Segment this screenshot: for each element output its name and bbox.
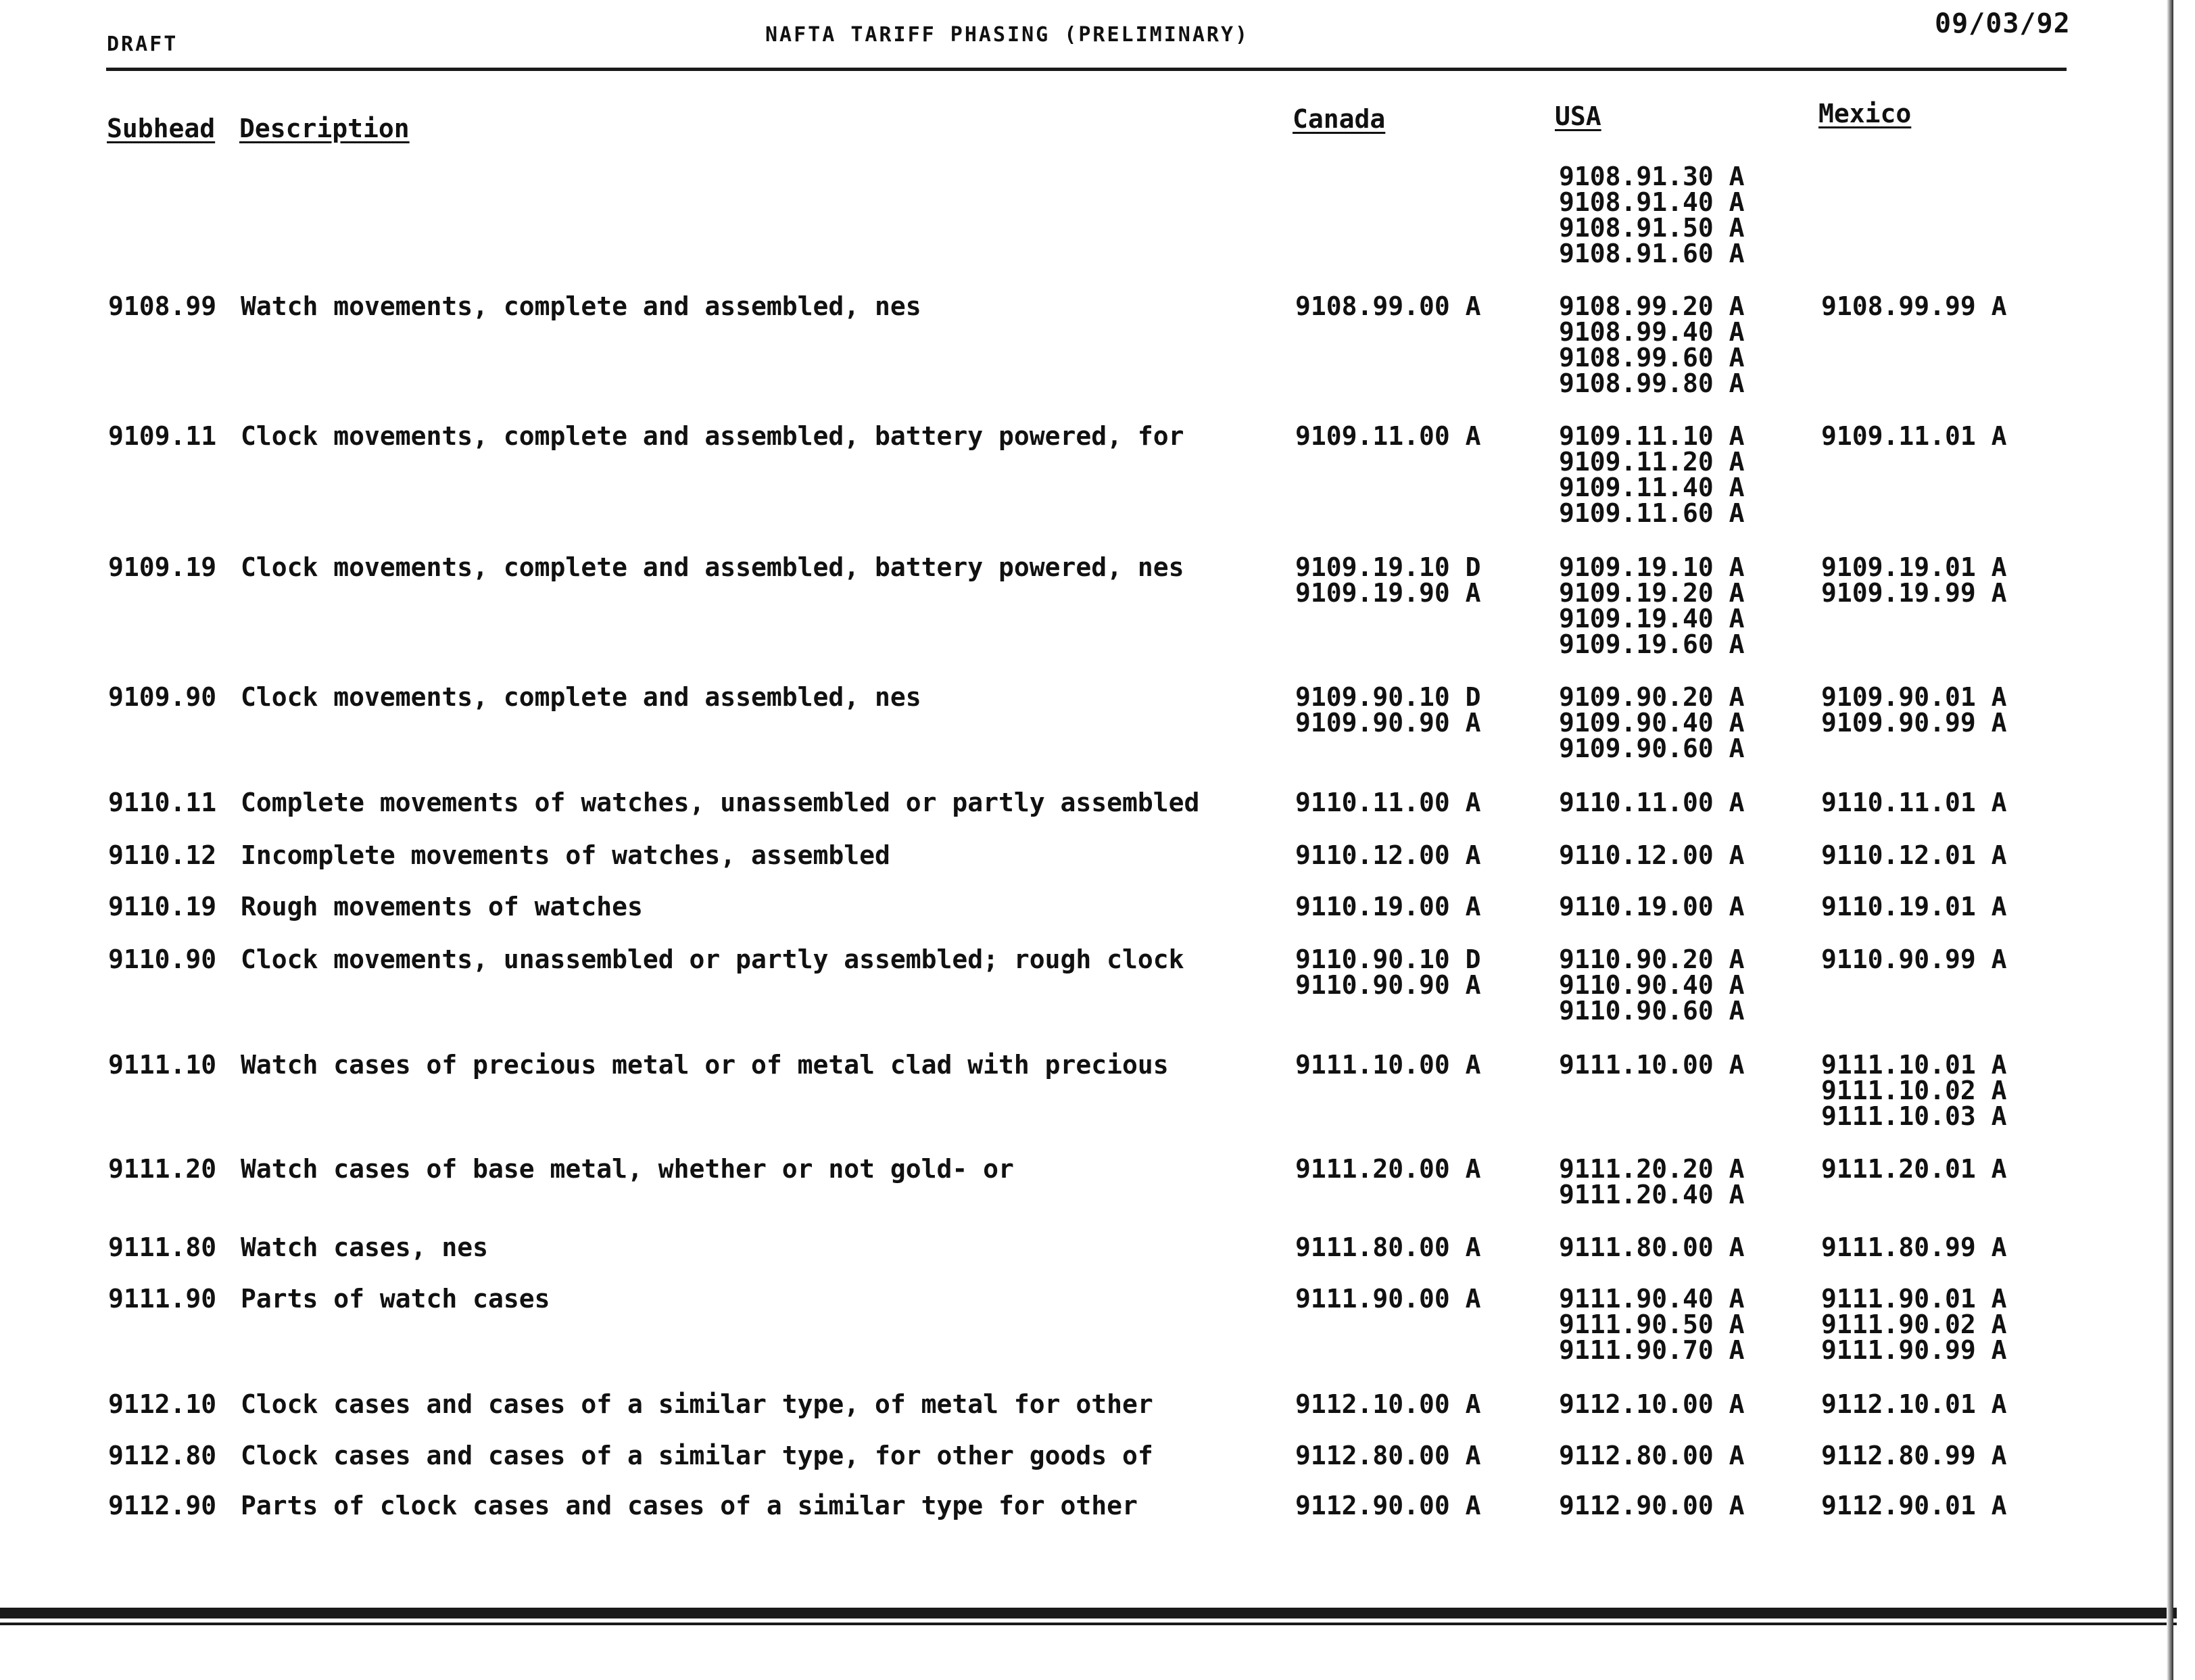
canada-codes-cell <box>1295 423 1481 449</box>
subhead-cell: 9112.90 <box>108 1491 217 1520</box>
description-cell: Parts of watch cases <box>241 1284 550 1314</box>
document-title: NAFTA TARIFF PHASING (PRELIMINARY) <box>765 23 1250 47</box>
mexico-tariff-code: 9111.10.03 A <box>1821 1101 2007 1131</box>
usa-tariff-code: 9111.20.40 A <box>1559 1180 1745 1209</box>
canada-tariff-code: 9111.10.00 A <box>1295 1050 1481 1080</box>
mexico-tariff-code: 9109.19.01 A <box>1821 552 2007 582</box>
usa-tariff-code: 9108.99.20 A <box>1559 291 1745 321</box>
subhead-cell: 9109.90 <box>108 682 217 712</box>
description-cell: Complete movements of watches, unassembled or partly assembled <box>241 788 1200 817</box>
page-edge-shadow <box>2167 0 2173 1680</box>
canada-codes-cell <box>1295 946 1481 998</box>
canada-codes-cell <box>1295 1391 1481 1417</box>
canada-tariff-code: 9109.19.10 D <box>1295 552 1481 582</box>
usa-codes-cell <box>1559 1286 1745 1363</box>
mexico-tariff-code: 9110.11.01 A <box>1821 788 2007 817</box>
mexico-codes-cell <box>1821 790 2007 815</box>
canada-codes-cell <box>1295 684 1481 736</box>
subhead-cell: 9110.19 <box>108 892 217 921</box>
usa-tariff-code: 9111.90.40 A <box>1559 1284 1745 1314</box>
canada-codes-cell <box>1295 842 1481 868</box>
mexico-tariff-code: 9109.90.01 A <box>1821 682 2007 712</box>
description-cell: Clock cases and cases of a similar type, for other goods of <box>241 1441 1153 1470</box>
canada-tariff-code: 9109.11.00 A <box>1295 421 1481 451</box>
usa-tariff-code: 9111.20.20 A <box>1559 1154 1745 1184</box>
usa-codes-cell <box>1559 554 1745 657</box>
usa-tariff-code: 9112.10.00 A <box>1559 1389 1745 1419</box>
usa-codes-cell <box>1559 1234 1745 1260</box>
usa-tariff-code: 9109.11.60 A <box>1559 498 1745 528</box>
usa-tariff-code: 9109.19.20 A <box>1559 578 1745 608</box>
usa-codes-cell <box>1559 946 1745 1024</box>
canada-codes-cell <box>1295 293 1481 319</box>
canada-tariff-code: 9110.12.00 A <box>1295 840 1481 870</box>
description-cell: Incomplete movements of watches, assembled <box>241 840 890 870</box>
canada-tariff-code: 9111.20.00 A <box>1295 1154 1481 1184</box>
mexico-tariff-code: 9109.19.99 A <box>1821 578 2007 608</box>
mexico-tariff-code: 9112.90.01 A <box>1821 1491 2007 1520</box>
mexico-codes-cell <box>1821 293 2007 319</box>
usa-tariff-code: 9111.80.00 A <box>1559 1232 1745 1262</box>
usa-codes-cell <box>1559 1052 1745 1078</box>
canada-codes-cell <box>1295 1493 1481 1518</box>
usa-tariff-code: 9109.90.40 A <box>1559 708 1745 738</box>
mexico-codes-cell <box>1821 554 2007 606</box>
mexico-tariff-code: 9108.99.99 A <box>1821 291 2007 321</box>
column-header-mexico: Mexico <box>1818 99 1912 128</box>
usa-tariff-code: 9109.19.40 A <box>1559 604 1745 633</box>
description-cell: Clock movements, complete and assembled, battery powered, for <box>241 421 1184 451</box>
description-cell: Clock cases and cases of a similar type, of metal for other <box>241 1389 1153 1419</box>
usa-tariff-code: 9108.99.60 A <box>1559 343 1745 373</box>
mexico-tariff-code: 9111.20.01 A <box>1821 1154 2007 1184</box>
subhead-cell: 9111.90 <box>108 1284 217 1314</box>
subhead-cell: 9111.20 <box>108 1154 217 1184</box>
mexico-tariff-code: 9112.80.99 A <box>1821 1441 2007 1470</box>
usa-tariff-code: 9108.91.50 A <box>1559 213 1745 243</box>
usa-tariff-code: 9108.91.30 A <box>1559 162 1745 191</box>
canada-codes-cell <box>1295 1286 1481 1312</box>
description-cell: Clock movements, complete and assembled, nes <box>241 682 921 712</box>
description-cell: Clock movements, complete and assembled, battery powered, nes <box>241 552 1184 582</box>
mexico-codes-cell <box>1821 946 2007 972</box>
mexico-tariff-code: 9111.90.99 A <box>1821 1335 2007 1365</box>
canada-tariff-code: 9109.19.90 A <box>1295 578 1481 608</box>
canada-tariff-code: 9109.90.90 A <box>1295 708 1481 738</box>
usa-tariff-code: 9110.90.40 A <box>1559 970 1745 1000</box>
description-cell: Watch cases of base metal, whether or not gold- or <box>241 1154 1014 1184</box>
mexico-tariff-code: 9109.11.01 A <box>1821 421 2007 451</box>
draft-label: DRAFT <box>107 32 178 56</box>
description-cell: Watch movements, complete and assembled, nes <box>241 291 921 321</box>
canada-tariff-code: 9111.90.00 A <box>1295 1284 1481 1314</box>
canada-codes-cell <box>1295 1052 1481 1078</box>
usa-tariff-code: 9108.99.40 A <box>1559 317 1745 347</box>
column-header-canada: Canada <box>1293 104 1386 134</box>
header-rule <box>106 68 2067 71</box>
canada-codes-cell <box>1295 1156 1481 1182</box>
canada-codes-cell <box>1295 554 1481 606</box>
usa-tariff-code: 9109.11.40 A <box>1559 473 1745 502</box>
usa-codes-cell <box>1559 790 1745 815</box>
canada-codes-cell <box>1295 790 1481 815</box>
mexico-tariff-code: 9111.80.99 A <box>1821 1232 2007 1262</box>
canada-tariff-code: 9110.19.00 A <box>1295 892 1481 921</box>
mexico-codes-cell <box>1821 894 2007 919</box>
canada-tariff-code: 9112.10.00 A <box>1295 1389 1481 1419</box>
description-cell: Watch cases, nes <box>241 1232 489 1262</box>
mexico-codes-cell <box>1821 842 2007 868</box>
canada-tariff-code: 9110.11.00 A <box>1295 788 1481 817</box>
usa-tariff-code: 9109.90.60 A <box>1559 734 1745 763</box>
usa-tariff-code: 9109.11.20 A <box>1559 447 1745 477</box>
canada-tariff-code: 9112.90.00 A <box>1295 1491 1481 1520</box>
usa-tariff-code: 9111.90.50 A <box>1559 1310 1745 1339</box>
mexico-codes-cell <box>1821 1156 2007 1182</box>
usa-codes-cell <box>1559 164 1745 266</box>
mexico-tariff-code: 9111.90.01 A <box>1821 1284 2007 1314</box>
mexico-codes-cell <box>1821 1052 2007 1129</box>
canada-tariff-code: 9109.90.10 D <box>1295 682 1481 712</box>
usa-tariff-code: 9109.90.20 A <box>1559 682 1745 712</box>
canada-codes-cell <box>1295 1443 1481 1468</box>
usa-codes-cell <box>1559 1156 1745 1207</box>
usa-codes-cell <box>1559 1443 1745 1468</box>
usa-tariff-code: 9110.90.20 A <box>1559 944 1745 974</box>
canada-tariff-code: 9110.90.90 A <box>1295 970 1481 1000</box>
canada-codes-cell <box>1295 894 1481 919</box>
canada-tariff-code: 9108.99.00 A <box>1295 291 1481 321</box>
mexico-tariff-code: 9111.10.01 A <box>1821 1050 2007 1080</box>
usa-codes-cell <box>1559 684 1745 761</box>
usa-tariff-code: 9110.12.00 A <box>1559 840 1745 870</box>
document-date: 09/03/92 <box>1935 8 2071 39</box>
subhead-cell: 9108.99 <box>108 291 217 321</box>
usa-tariff-code: 9109.19.60 A <box>1559 629 1745 659</box>
description-cell: Parts of clock cases and cases of a similar type for other <box>241 1491 1138 1520</box>
mexico-tariff-code: 9111.10.02 A <box>1821 1076 2007 1105</box>
subhead-cell: 9112.10 <box>108 1389 217 1419</box>
mexico-tariff-code: 9109.90.99 A <box>1821 708 2007 738</box>
subhead-cell: 9110.90 <box>108 944 217 974</box>
canada-tariff-code: 9111.80.00 A <box>1295 1232 1481 1262</box>
canada-codes-cell <box>1295 1234 1481 1260</box>
subhead-cell: 9110.12 <box>108 840 217 870</box>
canada-tariff-code: 9110.90.10 D <box>1295 944 1481 974</box>
mexico-codes-cell <box>1821 1286 2007 1363</box>
usa-codes-cell <box>1559 423 1745 526</box>
usa-codes-cell <box>1559 1391 1745 1417</box>
mexico-tariff-code: 9111.90.02 A <box>1821 1310 2007 1339</box>
usa-codes-cell <box>1559 1493 1745 1518</box>
mexico-codes-cell <box>1821 684 2007 736</box>
column-header-usa: USA <box>1555 101 1601 131</box>
mexico-codes-cell <box>1821 1493 2007 1518</box>
subhead-cell: 9110.11 <box>108 788 217 817</box>
description-cell: Rough movements of watches <box>241 892 643 921</box>
mexico-tariff-code: 9110.90.99 A <box>1821 944 2007 974</box>
usa-codes-cell <box>1559 842 1745 868</box>
mexico-codes-cell <box>1821 1443 2007 1468</box>
footer-rule-thin <box>0 1623 2177 1625</box>
mexico-codes-cell <box>1821 1391 2007 1417</box>
usa-tariff-code: 9111.10.00 A <box>1559 1050 1745 1080</box>
description-cell: Watch cases of precious metal or of metal clad with precious <box>241 1050 1169 1080</box>
usa-tariff-code: 9108.91.60 A <box>1559 239 1745 268</box>
subhead-cell: 9109.19 <box>108 552 217 582</box>
canada-tariff-code: 9112.80.00 A <box>1295 1441 1481 1470</box>
usa-tariff-code: 9108.99.80 A <box>1559 368 1745 398</box>
mexico-codes-cell <box>1821 1234 2007 1260</box>
usa-tariff-code: 9111.90.70 A <box>1559 1335 1745 1365</box>
usa-codes-cell <box>1559 894 1745 919</box>
mexico-tariff-code: 9112.10.01 A <box>1821 1389 2007 1419</box>
mexico-codes-cell <box>1821 423 2007 449</box>
column-header-description: Description <box>239 114 410 143</box>
mexico-tariff-code: 9110.19.01 A <box>1821 892 2007 921</box>
usa-tariff-code: 9112.80.00 A <box>1559 1441 1745 1470</box>
subhead-cell: 9111.80 <box>108 1232 217 1262</box>
usa-tariff-code: 9110.11.00 A <box>1559 788 1745 817</box>
subhead-cell: 9112.80 <box>108 1441 217 1470</box>
usa-tariff-code: 9110.19.00 A <box>1559 892 1745 921</box>
subhead-cell: 9109.11 <box>108 421 217 451</box>
subhead-cell: 9111.10 <box>108 1050 217 1080</box>
usa-tariff-code: 9109.19.10 A <box>1559 552 1745 582</box>
usa-tariff-code: 9110.90.60 A <box>1559 996 1745 1026</box>
usa-codes-cell <box>1559 293 1745 396</box>
usa-tariff-code: 9112.90.00 A <box>1559 1491 1745 1520</box>
usa-tariff-code: 9109.11.10 A <box>1559 421 1745 451</box>
footer-rule <box>0 1608 2177 1618</box>
usa-tariff-code: 9108.91.40 A <box>1559 187 1745 217</box>
mexico-tariff-code: 9110.12.01 A <box>1821 840 2007 870</box>
column-header-subhead: Subhead <box>107 114 216 143</box>
description-cell: Clock movements, unassembled or partly assembled; rough clock <box>241 944 1184 974</box>
